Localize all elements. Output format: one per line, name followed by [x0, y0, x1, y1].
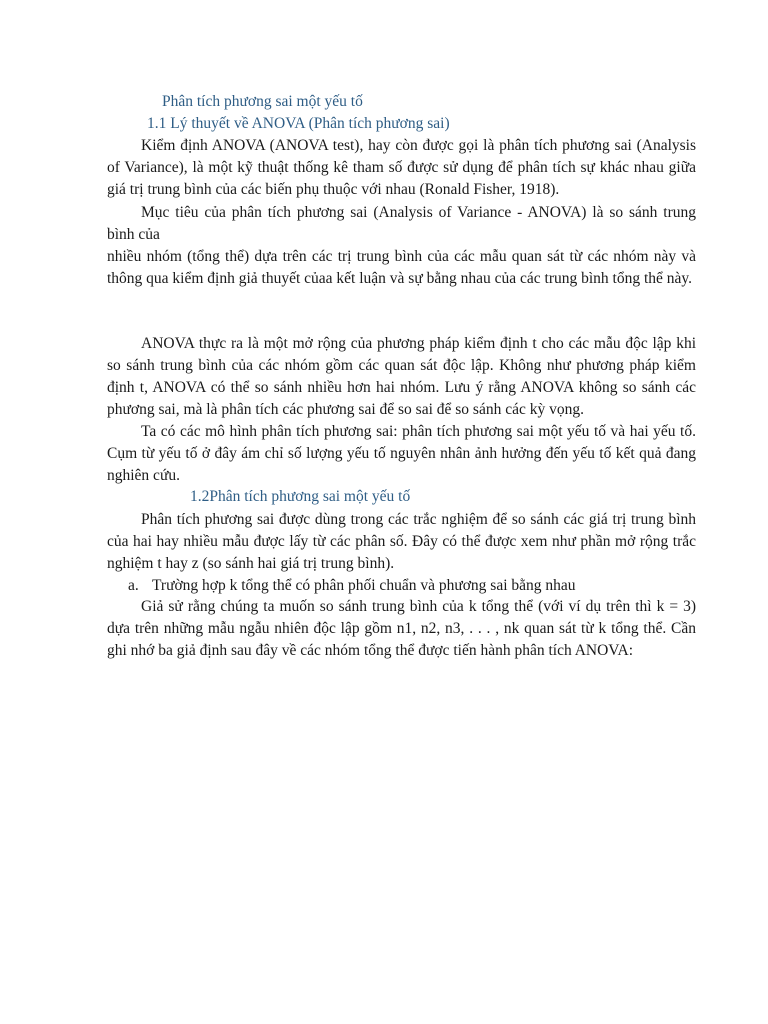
- paragraph-anova-extension: ANOVA thực ra là một mở rộng của phương pháp kiểm định t cho các mẫu độc lập khi so sánh trung bình của các nhóm gồm các quan sát độc lập. Không như phương pháp kiểm định t, ANOVA có thể so sánh nhiều hơn hai nhóm. Lưu ý rằng ANOVA không so sánh các phương sai, mà là phân tích các phương sai để so sai để so sánh các kỳ vọng.: [107, 335, 696, 418]
- document-title: Phân tích phương sai một yếu tố: [162, 93, 363, 110]
- paragraph-one-factor-anova: Phân tích phương sai được dùng trong các trắc nghiệm để so sánh các giá trị trung bình của hai hay nhiều mẫu được lấy từ các phân số. Đây có thể được xem như phần mở rộng trắc nghiệm t hay z (so sánh hai giá trị trung bình).: [107, 511, 696, 572]
- paragraph-anova-definition: Kiểm định ANOVA (ANOVA test), hay còn được gọi là phân tích phương sai (Analysis of Variance), là một kỹ thuật thống kê tham số được sử dụng để phân tích sự khác nhau giữa giá trị trung bình của các biến phụ thuộc với nhau (Ronald Fisher, 1918).: [107, 137, 696, 198]
- list-item-a-text: Trường hợp k tổng thể có phân phối chuẩn và phương sai bằng nhau: [152, 577, 576, 594]
- paragraph-anova-objective: Mục tiêu của phân tích phương sai (Analysis of Variance - ANOVA) là so sánh trung bình của: [107, 204, 696, 243]
- paragraph-anova-objective-continued: nhiều nhóm (tổng thể) dựa trên các trị trung bình của các mẫu quan sát từ các nhóm này và thông qua kiểm định giả thuyết củaa kết luận và sự bằng nhau của các trung bình tổng thể này.: [107, 248, 696, 287]
- section-heading-1-2: 1.2Phân tích phương sai một yếu tố: [190, 488, 411, 505]
- paragraph-anova-models: Ta có các mô hình phân tích phương sai: phân tích phương sai một yếu tố và hai yếu tố. Cụm từ yếu tố ở đây ám chỉ số lượng yếu tố nguyên nhân ảnh hưởng đến yếu tố kết quả đang nghiên cứu.: [107, 423, 696, 484]
- section-heading-1-1: 1.1 Lý thuyết về ANOVA (Phân tích phương sai): [147, 115, 450, 132]
- list-item-a: [128, 575, 576, 597]
- paragraph-k-populations: Giả sử rằng chúng ta muốn so sánh trung bình của k tổng thể (với ví dụ trên thì k = 3) dựa trên những mẫu ngẫu nhiên độc lập gồm n1, n2, n3, . . . , nk quan sát từ k tổng thể. Cần ghi nhớ ba giả định sau đây về các nhóm tổng thể được tiến hành phân tích ANOVA:: [107, 598, 696, 659]
- list-marker-a: a.: [128, 577, 139, 594]
